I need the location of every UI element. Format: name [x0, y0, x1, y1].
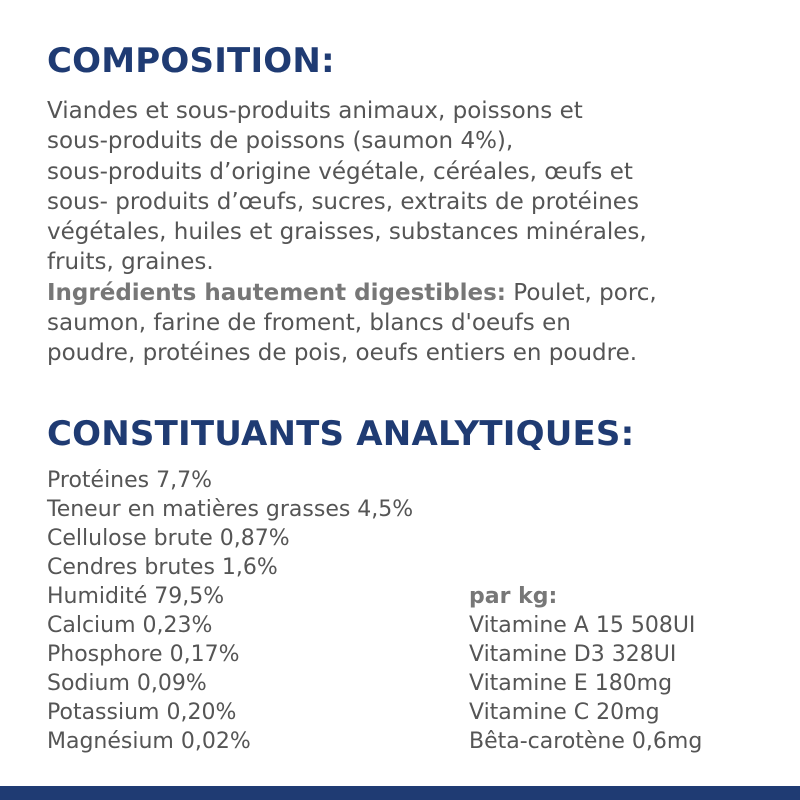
- analytics-item: Calcium 0,23%: [47, 613, 213, 638]
- composition-line: végétales, huiles et graisses, substances minérales,: [47, 219, 647, 246]
- composition-line: Viandes et sous-produits animaux, poissons et: [47, 98, 583, 124]
- per-kg-block: [469, 582, 702, 756]
- composition-line: sous-produits de poissons (saumon 4%),: [47, 128, 514, 155]
- digestible-ingredients-label: Ingrédients hautement digestibles:: [47, 279, 506, 306]
- composition-line: sous-produits d’origine végétale, céréales, œufs et: [47, 158, 633, 185]
- digestible-ingredients-line: [47, 278, 787, 308]
- digestible-ingredients-text: Poulet, porc,: [505, 279, 657, 306]
- analytics-item: Cellulose brute 0,87%: [47, 526, 290, 551]
- composition-line: fruits, graines.: [47, 249, 214, 276]
- per-kg-title: par kg:: [469, 584, 558, 609]
- per-kg-item: Bêta-carotène 0,6mg: [469, 729, 703, 754]
- composition-heading: COMPOSITION:: [47, 41, 335, 81]
- composition-text: [47, 96, 787, 369]
- analytics-item: Humidité 79,5%: [47, 584, 225, 609]
- analytics-item: Magnésium 0,02%: [47, 729, 251, 754]
- per-kg-list: [469, 611, 702, 756]
- bottom-bar: [0, 786, 800, 800]
- analytics-heading: CONSTITUANTS ANALYTIQUES:: [47, 414, 635, 454]
- analytics-item: Protéines 7,7%: [47, 468, 212, 493]
- per-kg-item: Vitamine A 15 508UI: [469, 613, 696, 638]
- analytics-item: Cendres brutes 1,6%: [47, 555, 278, 580]
- analytics-item: Teneur en matières grasses 4,5%: [47, 497, 414, 522]
- analytics-item: Potassium 0,20%: [47, 700, 237, 725]
- per-kg-item: Vitamine D3 328UI: [469, 642, 677, 667]
- digestible-ingredients-line: poudre, protéines de pois, oeufs entiers en poudre.: [47, 340, 638, 367]
- per-kg-item: Vitamine E 180mg: [469, 671, 673, 696]
- digestible-ingredients-line: saumon, farine de froment, blancs d'oeufs en: [47, 310, 571, 337]
- analytics-list: [47, 466, 413, 756]
- composition-line: sous- produits d’œufs, sucres, extraits de protéines: [47, 188, 639, 215]
- analytics-item: Sodium 0,09%: [47, 671, 207, 696]
- analytics-item: Phosphore 0,17%: [47, 642, 240, 667]
- per-kg-item: Vitamine C 20mg: [469, 700, 660, 725]
